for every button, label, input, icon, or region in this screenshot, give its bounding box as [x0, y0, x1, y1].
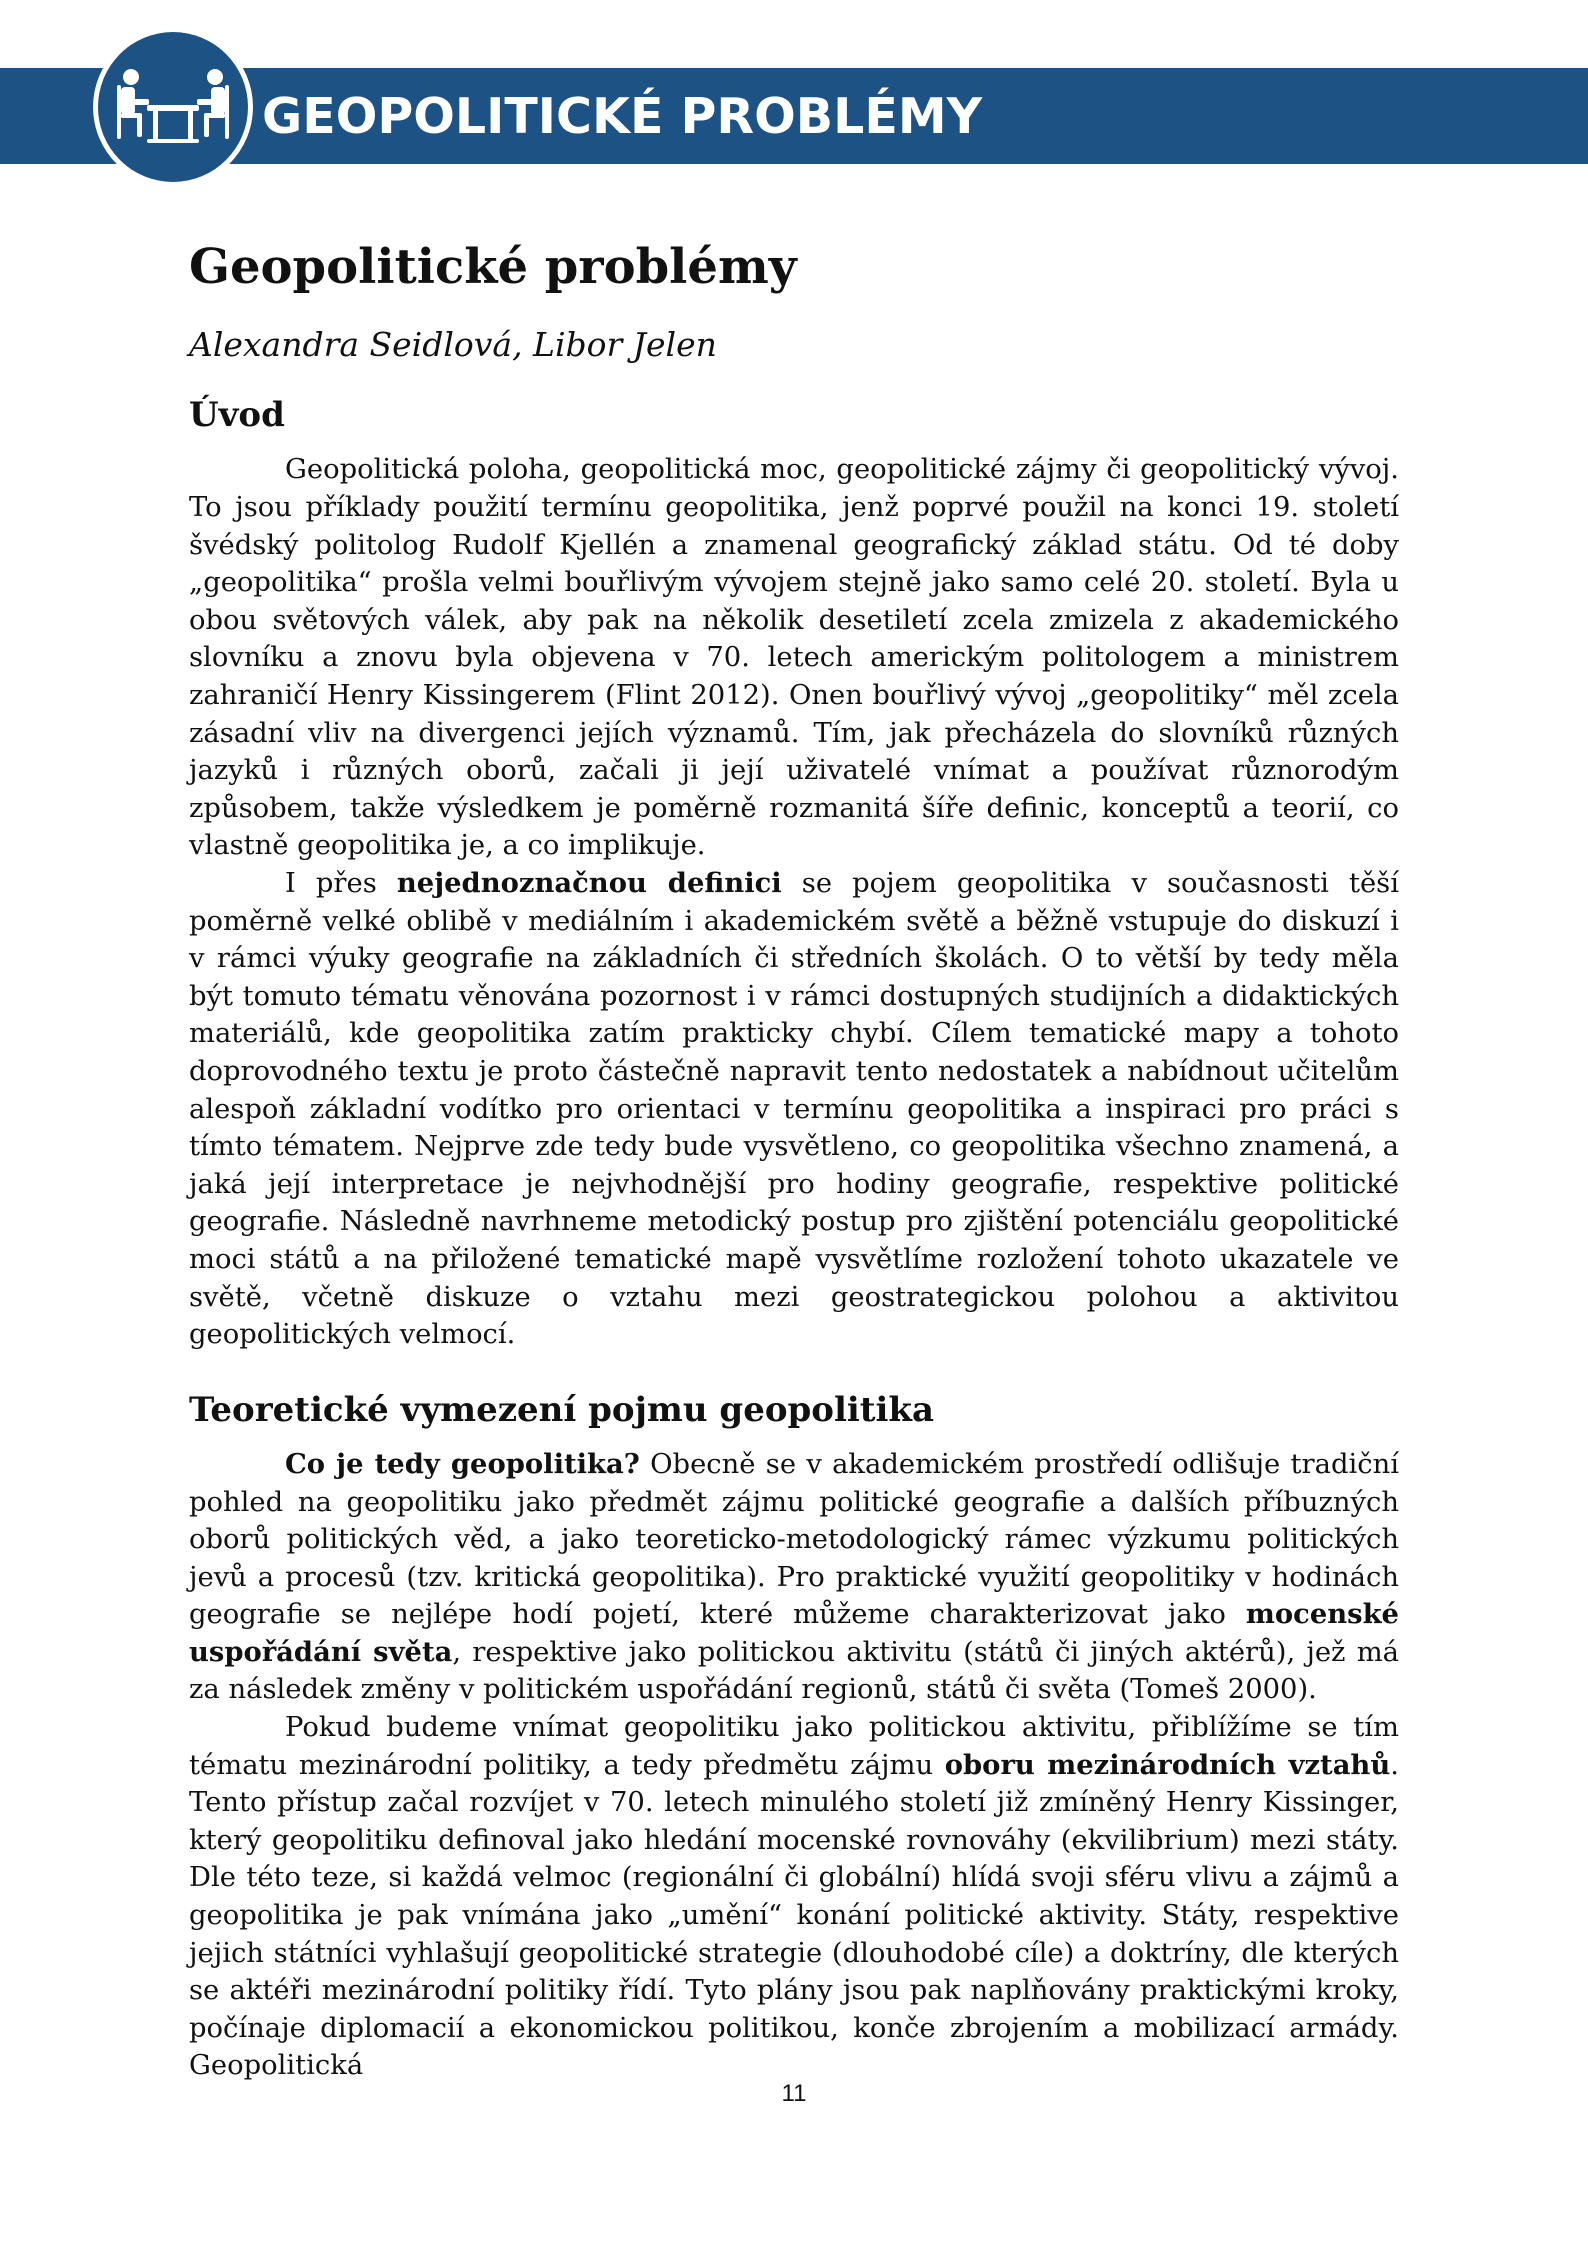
text-span: Obecně se v akademickém prostředí odlišuje tradiční pohled na geopolitiku jako předmět zájmu politické geografie a dalších příbuzných oborů politických věd, a jako teoreticko-metodologický rámec výzkumu politických jevů a procesů (tzv. kritická geopolitika). Pro praktické využití geopolitiky v hodinách geografie se nejlépe hodí pojetí, které můžeme charakterizovat jako: [189, 1448, 1399, 1631]
intro-paragraph-2: [189, 865, 1399, 1354]
bold-term: nejednoznačnou definici: [396, 867, 782, 899]
bold-term: mocenské uspořádání světa: [189, 1598, 1399, 1668]
article: [189, 236, 1399, 2085]
text-span: I přes: [285, 868, 397, 899]
text-span: . Tento přístup začal rozvíjet v 70. letech minulého století již zmíněný Henry Kissinger, který geopolitiku definoval jako hledání mocenské rovnováhy (ekvilibrium) mezi státy. Dle této teze, si každá velmoc (regionální či globální) hlídá svoji sféru vlivu a zájmů a geopolitika je pak vnímána jako „umění“ konání politické aktivity. Státy, respektive jejich státníci vyhlašují geopolitické strategie (dlouhodobé cíle) a doktríny, dle kterých se aktéři mezinárodní politiky řídí. Tyto plány jsou pak naplňovány praktickými kroky, počínaje diplomacií a ekonomickou politikou, konče zbrojením a mobilizací armády. Geopolitická: [189, 1749, 1399, 2082]
page-number: 11: [781, 2080, 807, 2107]
theory-paragraph-1: [189, 1446, 1399, 1709]
text-span: , respektive jako politickou aktivitu (států či jiných aktérů), jež má za následek změny v politickém uspořádání regionů, států či světa (Tomeš 2000).: [189, 1636, 1399, 1706]
text-span: Pokud budeme vnímat geopolitiku jako politickou aktivitu, přiblížíme se tím tématu mezinárodní politiky, a tedy předmětu zájmu: [189, 1712, 1399, 1781]
text-span: se pojem geopolitika v současnosti těší poměrně velké oblibě v mediálním i akademickém světě a běžně vstupuje do diskuzí i v rámci výuky geografie na základních či středních školách. O to větší by tedy měla být tomuto tématu věnována pozornost i v rámci dostupných studijních a didaktických materiálů, kde geopolitika zatím prakticky chybí. Cílem tematické mapy a tohoto doprovodného textu je proto částečně napravit tento nedostatek a nabídnout učitelům alespoň základní vodítko pro orientaci v termínu geopolitika a inspiraci pro práci s tímto tématem. Nejprve zde tedy bude vysvětleno, co geopolitika všechno znamená, a jaká její interpretace je nejvhodnější pro hodiny geografie, respektive politické geografie. Následně navrhneme metodický postup pro zjištění potenciálu geopolitické moci států a na přiložené tematické mapě vysvětlíme rozložení tohoto ukazatele ve světě, včetně diskuze o vztahu mezi geostrategickou polohou a aktivitou geopolitických velmocí.: [189, 868, 1399, 1351]
bold-term: oboru mezinárodních vztahů: [944, 1748, 1391, 1781]
header-emblem: [98, 32, 248, 182]
intro-paragraph-1: Geopolitická poloha, geopolitická moc, geopolitické zájmy či geopolitický vývoj. To jsou příklady použití termínu geopolitika, jenž poprvé použil na konci 19. století švédský politolog Rudolf Kjellén a znamenal geografický základ státu. Od té doby „geopolitika“ prošla velmi bouřlivým vývojem stejně jako samo celé 20. století. Byla u obou světových válek, aby pak na několik desetiletí zcela zmizela z akademického slovníku a znovu byla objevena v 70. letech americkým politologem a ministrem zahraničí Henry Kissingerem (Flint 2012). Onen bouřlivý vývoj „geopolitiky“ měl zcela zásadní vliv na divergenci jejích významů. Tím, jak přecházela do slovníků různých jazyků i různých oborů, začali ji její uživatelé vnímat a používat různorodým způsobem, takže výsledkem je poměrně rozmanitá šíře definic, konceptů a teorií, co vlastně geopolitika je, a co implikuje.: [189, 454, 1399, 862]
article-title: Geopolitické problémy: [189, 239, 797, 295]
people-at-table-icon: [111, 67, 235, 147]
bold-term: Co je tedy geopolitika?: [285, 1447, 640, 1480]
header-title: GEOPOLITICKÉ PROBLÉMY: [262, 88, 983, 145]
article-authors: Alexandra Seidlová, Libor Jelen: [189, 325, 717, 365]
theory-paragraph-2: [189, 1709, 1399, 2085]
section-heading-theory: Teoretické vymezení pojmu geopolitika: [189, 1389, 934, 1430]
section-heading-intro: Úvod: [189, 395, 285, 436]
